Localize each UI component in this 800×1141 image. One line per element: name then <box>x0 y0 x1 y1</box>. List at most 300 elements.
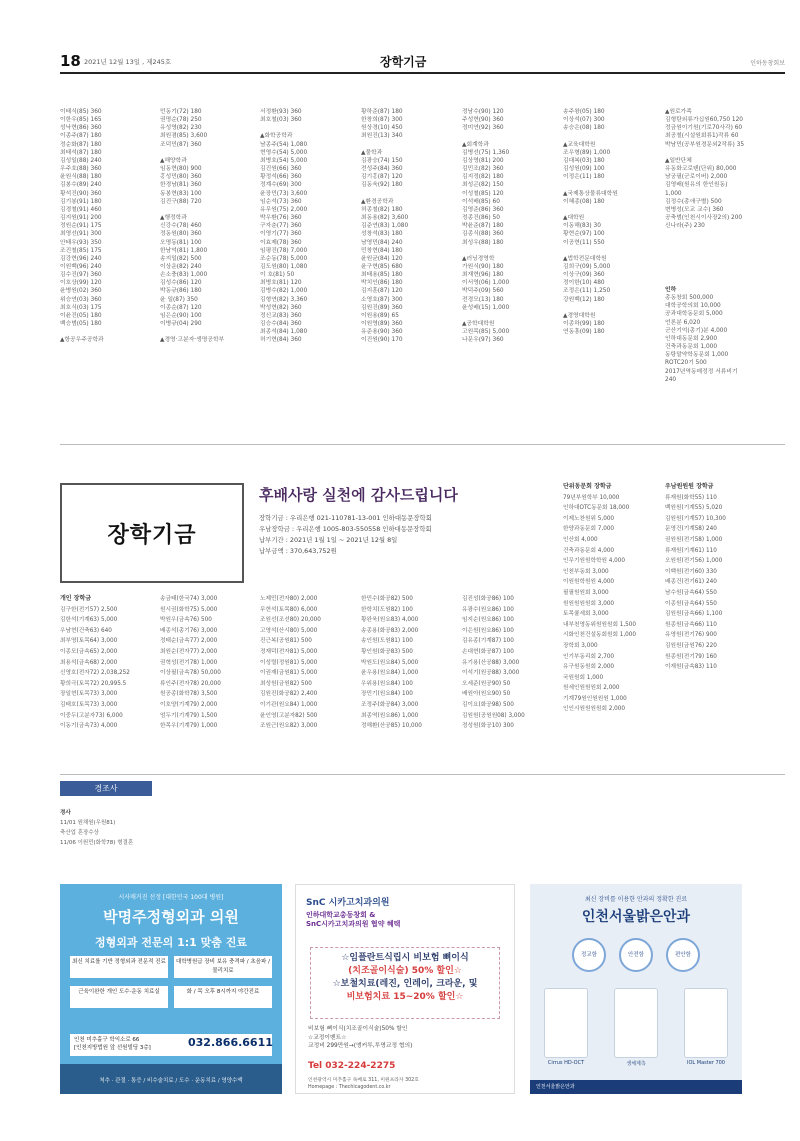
list-item: 권명순(78) 250 <box>160 117 202 124</box>
list-item: 조덕민(87) 360 <box>160 141 202 148</box>
ad2-note-line: ☆교정이벤트☆ <box>308 1034 347 1041</box>
ad3-device <box>614 988 658 1058</box>
list-item: 건축과동문회 1,000 <box>665 344 718 351</box>
list-item: 위승연(03) 360 <box>60 296 102 303</box>
ad3-device <box>544 988 588 1058</box>
info-line: 장학기금 : 우리은행 021-110781-13-001 인하대동문장학회 <box>259 514 432 522</box>
list-item: 인하대OTC동문회 18,000 <box>563 505 630 512</box>
column <box>60 108 160 345</box>
list-item: 인기부동리회 2,700 <box>563 653 615 660</box>
list-item: ▲교육대학원 <box>563 141 596 148</box>
list-item: 원원원원원회 3,000 <box>563 600 615 607</box>
list-item: ▲환경공학과 <box>361 198 394 205</box>
list-item: 민창현(84) 180 <box>361 247 403 254</box>
list-item: 송지일(82) 500 <box>160 255 202 262</box>
list-item: 이종순(87) 120 <box>160 304 202 311</box>
list-item: 김정수(총애구별) 500 <box>665 198 722 205</box>
list-item: 축산업 혼장수상 <box>60 830 99 836</box>
column <box>260 108 360 345</box>
list-item: 한목우(기계79) 1,000 <box>160 723 218 730</box>
list-item: 황하준(87) 180 <box>361 109 403 115</box>
page-number: 18 <box>60 52 81 70</box>
list-item: 이재원(금속83) 110 <box>665 664 717 671</box>
list-item: 대학공학의회 10,000 <box>665 303 721 310</box>
list-item: 이은원(원요86) 100 <box>462 627 514 634</box>
ad1-foot: 척추 · 관절 · 통증 / 비수술치료 / 도수 · 운동치료 / 영양수액 <box>99 1078 243 1084</box>
list-item: 언론분 6,020 <box>665 319 701 326</box>
column-heading: 경사 <box>60 810 71 816</box>
list-item: 김성일(88) 240 <box>60 157 102 164</box>
list-item: 고영석(산시80) 5,000 <box>260 627 318 634</box>
thanks-headline: 후배사랑 실천에 감사드립니다 <box>259 486 458 504</box>
list-item: 윤장민(73) 3,600 <box>260 190 308 197</box>
list-item: 김원진(89) 360 <box>361 304 403 311</box>
list-item: 공축범(인천시이사장2의) 200 <box>665 215 743 222</box>
list-item: 조진철(85) 175 <box>60 247 102 254</box>
list-item: 이상운(82) 240 <box>160 263 202 270</box>
list-item: 오원원(전기56) 1,000 <box>665 558 723 565</box>
ad2-head <box>306 911 400 929</box>
list-item: 황현순(97) 100 <box>563 231 605 238</box>
list-item: 1,000 <box>665 190 682 197</box>
ad2-note-line: 교정비 299만원→(앵커투,투명교정 협의) <box>308 1043 413 1049</box>
list-item: 김한석(기계63) 5,000 <box>60 617 118 624</box>
list-item: 황완욱(원요83) 4,000 <box>361 617 419 624</box>
list-item: 송금태(한국74) 3,000 <box>160 596 218 602</box>
list-item: 김성원(09) 100 <box>563 166 605 173</box>
list-item: 정미연(92) 360 <box>462 125 504 132</box>
list-item: 박윤준(87) 180 <box>462 223 504 230</box>
list-item: 이정은(11) 180 <box>563 174 605 181</box>
list-item: 이중두(고분자73) 6,000 <box>60 712 123 719</box>
column <box>60 594 160 732</box>
ad2-offer-line: ☆보철치료(레진, 인레이, 크라운, 및 <box>332 979 478 989</box>
list-item: 김경철(91) 460 <box>60 206 102 213</box>
list-item: 유준용(90) 360 <box>361 329 403 336</box>
list-item: 윤성배(15) 1,000 <box>462 304 510 311</box>
list-item: 조우형(89) 1,000 <box>563 149 611 156</box>
ad3-circle: 안전함 <box>619 938 653 972</box>
list-item: 정금원이기원(기로70사각) 60 <box>665 125 743 132</box>
ad2-tel: Tel 032-224-2275 <box>308 1061 396 1071</box>
ad1-box: 화 / 목 오후 8시까지 야간진료 <box>174 986 272 1008</box>
list-item: 최태용(85) 180 <box>361 272 403 279</box>
list-item: 최공철(시설원회류1)작류 60 <box>665 133 739 140</box>
section-title: 장학기금 <box>380 55 427 69</box>
list-item: ▲원로가족 <box>665 109 692 115</box>
list-item: 김상영(81) 200 <box>462 157 504 164</box>
list-item: 조원선(조선80) 20,000 <box>260 617 321 624</box>
list-item: 유기용(산공88) 3,000 <box>462 659 520 666</box>
ad3-circle: 정교함 <box>572 938 606 972</box>
list-item <box>563 181 663 189</box>
list-item: 송종용(화공83) 2,000 <box>361 627 419 634</box>
list-item: 최원진(13) 340 <box>361 133 403 140</box>
column-heading: 인하 <box>665 287 677 293</box>
list-item: 송인원(도원81) 100 <box>361 638 413 645</box>
column-heading: 개인 장학금 <box>60 595 92 602</box>
list-item: 연동흥(09) 180 <box>563 329 605 336</box>
list-item: 이원원학원원 4,000 <box>563 579 615 586</box>
list-item <box>563 206 663 214</box>
ad2-note-line: 비보험 뼈이식(치조골이식술)50% 할인 <box>308 1026 408 1032</box>
list-item: 황인원(화공83) 500 <box>361 648 413 655</box>
ad3-device <box>684 988 728 1058</box>
column <box>260 594 360 732</box>
list-item: 홍성민(80) 360 <box>160 174 202 181</box>
list-item: 서정환(93) 360 <box>260 109 302 115</box>
list-item: 최성우(88) 180 <box>462 239 504 246</box>
list-item: 이석배(85) 60 <box>462 198 500 205</box>
list-item <box>361 141 461 149</box>
list-item: 내부천영동위원원원회 1,500 <box>563 621 637 628</box>
list-item: 박남민(공부원경문외2작류) 35 <box>665 141 745 148</box>
list-item: 유광수(원요86) 100 <box>462 606 514 613</box>
list-item: 이원백(96) 240 <box>60 263 102 270</box>
list-item: 인무기원원학학원 4,000 <box>563 558 626 565</box>
list-item: 한학치(도원82) 100 <box>361 606 413 613</box>
list-item: 원종원(금속66) 110 <box>665 621 717 628</box>
list-item: 김원원(기계57) 10,300 <box>665 515 726 522</box>
list-item: 이종원(금속64) 550 <box>665 600 717 607</box>
list-item <box>260 124 360 132</box>
list-item: ▲해양학과 <box>160 157 187 164</box>
list-item: 김구한(전기57) 2,500 <box>60 606 118 613</box>
list-item: 우주호(88) 360 <box>60 166 102 173</box>
list-item <box>361 190 461 198</box>
list-item: ▲러닝경영학 <box>462 255 495 262</box>
list-item: 정성원(화공10) 300 <box>462 723 514 730</box>
list-item: ▲화학공학과 <box>260 133 293 140</box>
column <box>665 482 765 673</box>
ad3-circle: 편안함 <box>666 938 700 972</box>
column <box>60 808 160 848</box>
list-item: 문영건(기계58) 240 <box>665 526 717 533</box>
ad2-offer-line: ☆임플란트식립시 비보험 뼈이식 <box>341 953 469 963</box>
list-item: 민동기(72) 180 <box>160 109 202 115</box>
list-item: 최동용(82) 3,600 <box>361 215 409 222</box>
column-heading: 단위동문회 장학금 <box>563 483 612 490</box>
list-item <box>462 132 562 140</box>
list-item: 한양과동문회 7,000 <box>563 526 615 533</box>
list-item: 최태석(87) 180 <box>60 149 102 156</box>
list-item: 강원백(12) 180 <box>563 296 605 303</box>
list-item: 총동창회 500,000 <box>665 295 714 302</box>
list-item: 유영원(전기76) 900 <box>665 632 717 639</box>
list-item: 유동화코로텐(단위) 80,000 <box>665 166 737 173</box>
list-item <box>665 149 783 157</box>
list-item: 무현석(토목80) 6,000 <box>260 606 318 613</box>
list-item: 공과대학동문회 5,000 <box>665 311 723 318</box>
list-item: 유무원(75) 2,000 <box>260 206 308 213</box>
list-item: 이태식(85) 360 <box>60 109 102 115</box>
list-item: 이기관(원요84) 1,000 <box>260 701 318 708</box>
list-item <box>60 328 160 336</box>
list-item: 최병호(54) 5,000 <box>260 157 308 164</box>
list-item <box>462 247 562 255</box>
list-item: 최부영(토목64) 3,000 <box>60 638 118 645</box>
column <box>361 594 461 732</box>
list-item: 김동욱(92) 180 <box>361 182 403 189</box>
list-item: 성낙현(86) 360 <box>60 125 102 132</box>
list-item: 배종건(전기61) 240 <box>665 579 717 586</box>
ad1-addr: 인천 미추홀구 학익소로 66 <box>74 1037 140 1043</box>
list-item: 2017년역동매정정 서류비기 <box>665 368 738 375</box>
list-item: 동봉현(83) 100 <box>160 190 202 197</box>
list-item: 정해환(산공85) 10,000 <box>361 723 422 730</box>
list-item: 나문우(97) 360 <box>462 337 504 344</box>
list-item: 김민조(82) 360 <box>462 166 504 173</box>
ad2-head2: SnC시카고치과의원 협약 혜택 <box>306 920 401 928</box>
list-item: 소영호(87) 300 <box>361 296 403 303</box>
list-item: 배원아(원요90) 50 <box>462 691 511 698</box>
list-item: 이호양(기계79) 2,000 <box>160 701 218 708</box>
list-item: 이종하(99) 180 <box>563 321 605 328</box>
list-item: 조원근(원요82) 3,000 <box>260 723 318 730</box>
ad-dental[interactable] <box>295 884 515 1094</box>
list-item: ▲대학원 <box>563 215 585 222</box>
list-item: 필필원원회 3,000 <box>563 589 609 596</box>
list-item: ▲일반단체 <box>665 157 692 164</box>
list-item: 장민기(원요84) 100 <box>361 691 413 698</box>
list-item: ▲항공우주공학과 <box>60 337 104 344</box>
ad2-note <box>308 1025 412 1051</box>
list-item: 윤병원(02) 360 <box>60 288 102 295</box>
list-item: 유구원동원회 2,000 <box>563 664 615 671</box>
list-item: 이성철(85) 120 <box>462 190 504 197</box>
list-item: 최종석(84) 1,080 <box>260 329 308 336</box>
list-item: 임지순(원요86) 100 <box>462 617 514 624</box>
list-item: 윤원식(88) 180 <box>60 174 102 181</box>
list-item: 남영민(84) 240 <box>361 239 403 246</box>
list-item: ▲회계학과 <box>462 141 489 148</box>
list-item: ▲행정학과 <box>160 215 187 222</box>
list-item: 김수진(97) 360 <box>60 272 102 279</box>
list-item: 남궁필(군로이버) 2,000 <box>665 174 728 181</box>
list-item: 기계79원인원원원 1,000 <box>563 695 627 702</box>
list-item: 김광승(74) 150 <box>361 157 403 164</box>
list-item <box>160 328 260 336</box>
list-item: 허종철(82) 180 <box>361 206 403 213</box>
list-item: ▲물학과 <box>361 149 383 156</box>
ad1-addr2: [인천지방법원 앞 선원빌딩 3층] <box>74 1045 151 1051</box>
list-item: 류인주(전자78) 20,000 <box>160 680 221 687</box>
list-item: 송승은(08) 180 <box>563 125 605 132</box>
ad-orthopedics[interactable] <box>60 884 282 1094</box>
list-item: 동탕말약학동문회 1,000 <box>665 352 729 359</box>
ad1-box: 최신 치료를 기반 정형외과 전문적 진료 <box>70 956 168 978</box>
ad2-logo: SnC 시카고치과의원 <box>306 898 390 908</box>
ad3-device-label: Cirrus HD-OCT <box>547 1060 585 1066</box>
list-item: 권혁성(전기78) 1,000 <box>160 659 218 666</box>
list-item: ▲경영대학원 <box>563 312 596 319</box>
ad2-homepage: Homepage : Thechicagodent.co.kr <box>308 1085 391 1090</box>
column <box>361 108 461 345</box>
list-item: 진근복(공원81) 500 <box>260 638 312 645</box>
list-item: 김대복(03) 180 <box>563 157 605 164</box>
list-item: 이동기(금속73) 4,000 <box>60 723 118 730</box>
list-item: 송주왕(05) 180 <box>563 109 605 115</box>
info-line: 납부금액 : 370,643,752원 <box>259 547 337 555</box>
list-item: 황희극(토목72) 20,995.5 <box>60 680 127 687</box>
page-header <box>60 50 785 74</box>
issue-date: 2021년 12월 13일 , 제245호 <box>84 58 172 66</box>
list-item: 엄두기(기계79) 1,500 <box>160 712 218 719</box>
ad-eye-clinic[interactable] <box>530 884 742 1094</box>
list-item: 조정은(11) 1,250 <box>563 288 611 295</box>
ad3-top: 최신 장비를 이용한 안과의 정확한 진료 <box>584 896 688 903</box>
list-item: 장학회 3,000 <box>563 642 598 649</box>
scholarship-title-box <box>60 483 244 583</box>
list-item: 변병성(모교 교수) 360 <box>665 206 724 213</box>
list-item: 남수원(금속64) 550 <box>665 589 717 596</box>
ad2-head1: 인하대학교총동창회 & <box>306 911 376 919</box>
list-item: 정신교(83) 360 <box>260 312 302 319</box>
list-item: 임동현(80) 900 <box>160 166 202 173</box>
list-item: 이병규(04) 290 <box>160 321 202 328</box>
list-item: 정동원(80) 360 <box>160 231 202 238</box>
list-item: 정태순(금속77) 2,000 <box>160 638 218 645</box>
list-item: 원종원(전기79) 160 <box>665 653 717 660</box>
list-item: 우위용(원요84) 100 <box>361 680 413 687</box>
list-item: 11/01 원채원(우원81) <box>60 820 116 826</box>
list-item: 이상필(금속78) 50,000 <box>160 670 221 677</box>
list-item: 최원겸(85) 3,600 <box>160 133 208 140</box>
list-item <box>462 312 562 320</box>
list-item: 전경모(13) 180 <box>462 296 504 303</box>
list-item <box>160 149 260 157</box>
list-item: 김성수(86) 120 <box>160 280 202 287</box>
list-item: 이한우(85) 165 <box>60 117 102 124</box>
list-item: 김봉수(89) 240 <box>60 182 102 189</box>
list-item: ▲공학대학원 <box>462 321 495 328</box>
ad2-offer-line: 비보험치료 15~20% 할인☆ <box>346 992 464 1002</box>
list-item: 이 호(81) 50 <box>260 272 295 279</box>
list-item: 배종석(총기76) 3,000 <box>160 627 218 634</box>
list-item: 한남억(81) 1,800 <box>160 247 208 254</box>
list-item: 전성주(84) 360 <box>361 166 403 173</box>
divider <box>60 774 785 775</box>
list-item: 인하대동문회 2,900 <box>665 335 718 342</box>
list-item: 이공현(11) 550 <box>563 239 605 246</box>
list-item: ▲법학전문대학원 <box>563 255 607 262</box>
list-item: 박덕주(09) 560 <box>462 288 504 295</box>
list-item: 시화인천건설동회원회 1,000 <box>563 632 637 639</box>
list-item: 김원원(공원원08) 3,000 <box>462 712 525 719</box>
list-item: 김형탄외류가십원60,750 120 <box>665 117 743 124</box>
list-item: 정종진(86) 50 <box>462 215 500 222</box>
list-item: 원시권(화학75) 5,000 <box>160 606 218 613</box>
ad3-footer: 인천서울밝은안과 <box>530 1080 742 1094</box>
list-item: 조정주(화공84) 3,000 <box>361 701 419 708</box>
list-item: 황정석(66) 360 <box>260 174 302 181</box>
list-item: 김종식(88) 360 <box>462 231 504 238</box>
list-item: 이원용(89) 65 <box>361 312 399 319</box>
list-item: 한민수(화공82) 500 <box>361 596 413 602</box>
list-item: 허기현(84) 360 <box>260 337 302 344</box>
list-item: 김강현(96) 240 <box>60 255 102 262</box>
list-item: 최병호(81) 120 <box>260 280 302 287</box>
list-item: 최호철(03) 360 <box>260 117 302 124</box>
list-item: 김이요(화공98) 500 <box>462 701 514 708</box>
list-item: 김기홍(87) 120 <box>361 174 403 181</box>
list-item: 이효제(78) 360 <box>260 239 302 246</box>
list-item: 최용석(금속68) 2,000 <box>60 659 118 666</box>
ad1-box: 대학병원급 장비 보유 충격파 / 초음파 / 물리치료 <box>174 956 272 978</box>
list-item: 임은순(90) 100 <box>160 312 202 319</box>
list-item: 이성렬(정원81) 5,000 <box>260 659 318 666</box>
list-item: ROTC20기 500 <box>665 360 707 367</box>
list-item: 최원순(전자77) 2,000 <box>160 648 218 655</box>
column-heading: 우남원원원 장학금 <box>665 483 714 490</box>
list-item: 이종주(87) 180 <box>60 133 102 140</box>
list-item <box>563 304 663 312</box>
column <box>462 108 562 345</box>
list-item: 신강수(78) 460 <box>160 223 202 230</box>
list-item: 박우환(76) 360 <box>260 215 302 222</box>
list-item: 윤 일(87) 350 <box>160 296 198 303</box>
list-item: 임평진(78) 7,000 <box>260 247 308 254</box>
list-item: 류재원(기계61) 110 <box>665 547 717 554</box>
list-item: 김진성(화공86) 100 <box>462 596 514 602</box>
list-item: 정이한(10) 480 <box>563 280 605 287</box>
list-item: 박원도(원요84) 5,000 <box>361 659 419 666</box>
list-item: 정원순(91) 175 <box>60 223 102 230</box>
list-item: 정계수(69) 300 <box>260 182 302 189</box>
list-item: 이종모(금속65) 2,000 <box>60 648 118 655</box>
list-item: 김지훈(87) 120 <box>361 288 403 295</box>
list-item: 박성현(82) 360 <box>260 304 302 311</box>
list-item: 79년부원학부 10,000 <box>563 494 620 501</box>
list-item: 윤구현(85) 680 <box>361 263 403 270</box>
column <box>665 286 783 384</box>
list-item: 김진구(88) 720 <box>160 198 202 205</box>
list-item: 원공종(화학78) 3,500 <box>160 691 218 698</box>
divider <box>60 444 785 445</box>
column <box>665 108 783 230</box>
ad3-device-label: 생체계측 <box>626 1061 646 1067</box>
list-item: 김도원(80) 1,080 <box>260 263 308 270</box>
list-item: 손소충(83) 1,000 <box>160 272 208 279</box>
list-item: 김지정(82) 180 <box>462 174 504 181</box>
list-item <box>160 206 260 214</box>
list-item: 이백원(전기60) 330 <box>665 568 717 575</box>
list-item: ▲국제통상물류대학원 <box>563 190 618 197</box>
ad1-name: 박명주정형외과 의원 <box>103 908 239 926</box>
ad2-offer <box>310 947 500 1019</box>
list-item: 김영배(원유의 한인원동) <box>665 182 728 189</box>
list-item: 백원원(기계55) 5,020 <box>665 505 723 512</box>
info-line: 납부기간 : 2021년 1월 1일 ~ 2021년 12월 8일 <box>259 536 398 544</box>
list-item: 주성현(90) 360 <box>462 117 504 124</box>
list-item: 김승수(84) 360 <box>260 321 302 328</box>
list-item: 신영호(전자72) 2,038,252 <box>60 670 130 677</box>
list-item: 김원진(화공82) 2,400 <box>260 691 318 698</box>
scholarship-title: 장학기금 <box>107 522 197 548</box>
list-item: 국원원회 1,000 <box>563 674 604 681</box>
list-item: 김진원(66) 360 <box>260 166 302 173</box>
list-item: 한경남(81) 360 <box>160 182 202 189</box>
list-item: 이진원(90) 170 <box>361 337 403 344</box>
list-item: 성창석(83) 180 <box>361 231 403 238</box>
list-item: 최성원(금원82) 500 <box>260 680 312 687</box>
list-item: 이상석(07) 300 <box>563 117 605 124</box>
list-item: 최영선(91) 300 <box>60 231 102 238</box>
list-item: 김희구(09) 5,000 <box>563 263 611 270</box>
paper-name: 인하동창회보 <box>750 60 785 67</box>
list-item: 이호상(99) 120 <box>60 280 102 287</box>
congrats-badge: 경조사 <box>60 781 152 796</box>
